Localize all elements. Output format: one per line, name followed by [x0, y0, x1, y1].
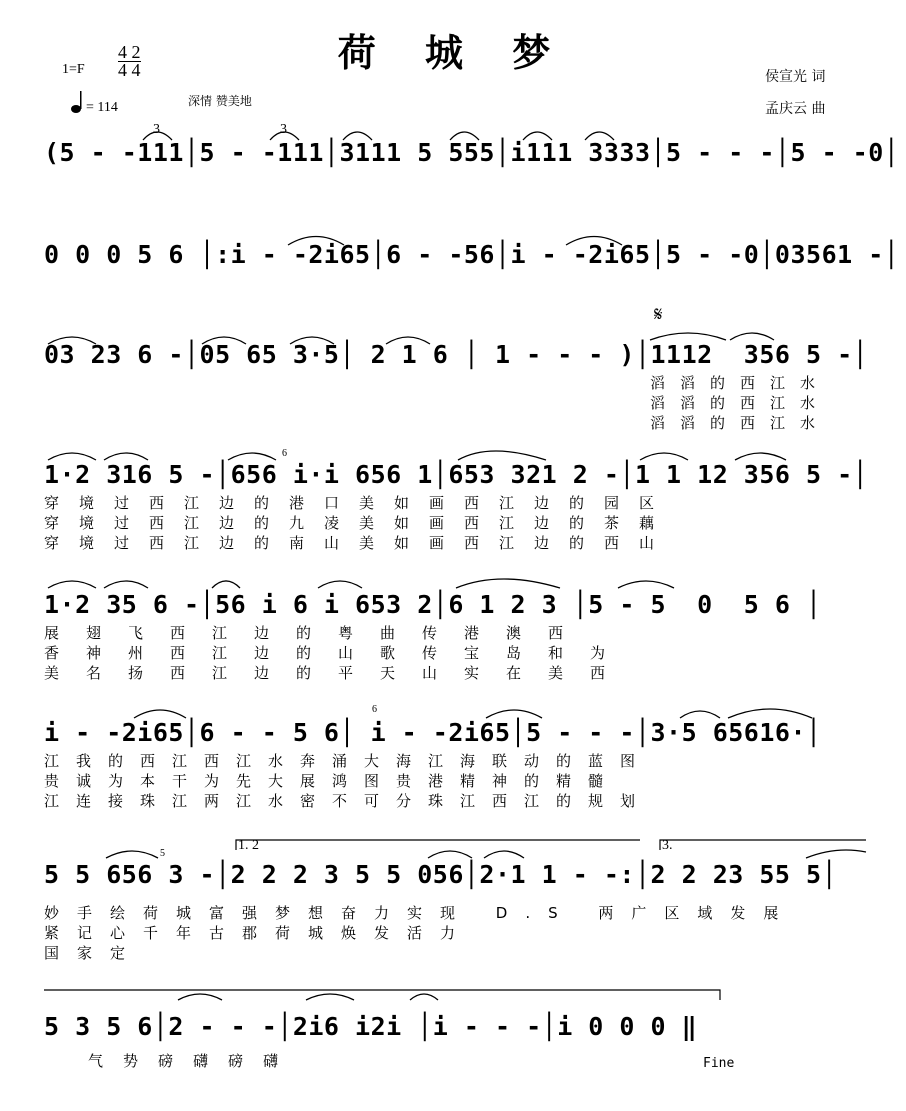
staff-row-2: 0 0 0 5 6 │:i - -2i65│6 - -56│i - -2i65│5 - -0│03561 -│	[44, 240, 900, 269]
key-signature: 1=F	[62, 62, 85, 77]
lyrics-row-6-verse-2: 贵诚为本干为先大展鸿图贵港精神的精髓	[44, 772, 621, 790]
grace-note: 6	[372, 704, 377, 715]
staff-row-6: i - -2i65│6 - - 5 6│ i - -2i65│5 - - -│3·5 65616·│	[44, 718, 822, 747]
grace-note: 6	[282, 448, 287, 459]
lyrics-row-3-verse-1: 滔滔的西江水	[650, 374, 831, 392]
fine-marking: Fine	[703, 1056, 735, 1071]
staff-row-7: 5 5 656 3 -│2 2 2 3 5 5 056│2·1 1 - -:│2 2 23 55 5│	[44, 860, 838, 889]
segno-sign: 𝄋	[654, 304, 663, 326]
lyrics-row-3-verse-2: 滔滔的西江水	[650, 394, 831, 412]
lyrics-row-6-verse-1: 江我的西江西江水奔涌大海江海联动的蓝图	[44, 752, 653, 770]
lyrics-row-8: 气势磅礴磅礴	[88, 1052, 299, 1070]
staff-row-8: 5 3 5 6│2 - - -│2i6 i2i │i - - -│i 0 0 0 ‖	[44, 1012, 698, 1041]
lyrics-row-5-verse-2: 香神州西江边的山歌传宝岛和为	[44, 644, 633, 662]
lyrics-row-4-verse-2: 穿境过西江边的九凌美如画西江边的茶藕	[44, 514, 675, 532]
staff-row-1: (5 - -111│5 - -111│3111 5 555│i111 3333│5 - - -│5 - -0│	[44, 138, 900, 167]
grace-note: 5	[160, 848, 165, 859]
volta-3: 3.	[662, 838, 673, 853]
time-signature	[118, 44, 141, 78]
composer-credit: 孟庆云 曲	[765, 101, 826, 117]
tempo-marking: = 114	[86, 100, 118, 115]
lyrics-row-7-verse-2: 紧记心千年古郡荷城焕发活力	[44, 924, 474, 942]
staff-row-5: 1·2 35 6 -│56 i 6 i 653 2│6 1 2 3 │5 - 5 0 5 6 │	[44, 590, 822, 619]
staff-row-3: 03 23 6 -│05 65 3·5│ 2 1 6 │ 1 - - - )│1112 356 5 -│	[44, 340, 869, 369]
lyrics-row-3-verse-3: 滔滔的西江水	[650, 414, 831, 432]
lyrics-row-6-verse-3: 江连接珠江两江水密不可分珠江西江的规划	[44, 792, 653, 810]
lyricist-credit: 侯宣光 词	[765, 69, 826, 85]
staff-row-4: 1·2 316 5 -│656 i·i 656 1│653 321 2 -│1 1 12 356 5 -│	[44, 460, 869, 489]
quarter-note-icon	[70, 90, 84, 114]
time-signature-top: 4 2	[118, 42, 141, 62]
lyrics-row-7-verse-1: 妙手绘荷城富强梦想奋力实现 D.S 两广区域发展	[44, 904, 797, 922]
lyrics-row-5-verse-1: 展翅飞西江边的粤曲传港澳西	[44, 624, 591, 642]
triplet-marker: 3	[153, 122, 160, 137]
lyrics-row-4-verse-1: 穿境过西江边的港口美如画西江边的园区	[44, 494, 675, 512]
lyrics-row-5-verse-3: 美名扬西江边的平天山实在美西	[44, 664, 633, 682]
page-title: 荷 城 梦	[337, 30, 569, 75]
volta-1-2: 1. 2	[238, 838, 259, 853]
lyrics-row-4-verse-3: 穿境过西江边的南山美如画西江边的西山	[44, 534, 675, 552]
triplet-marker: 3	[280, 122, 287, 137]
lyrics-row-7-verse-3: 国家定	[44, 944, 144, 962]
time-signature-bottom: 4 4	[118, 60, 141, 80]
expression-marking: 深情 赞美地	[188, 94, 252, 108]
